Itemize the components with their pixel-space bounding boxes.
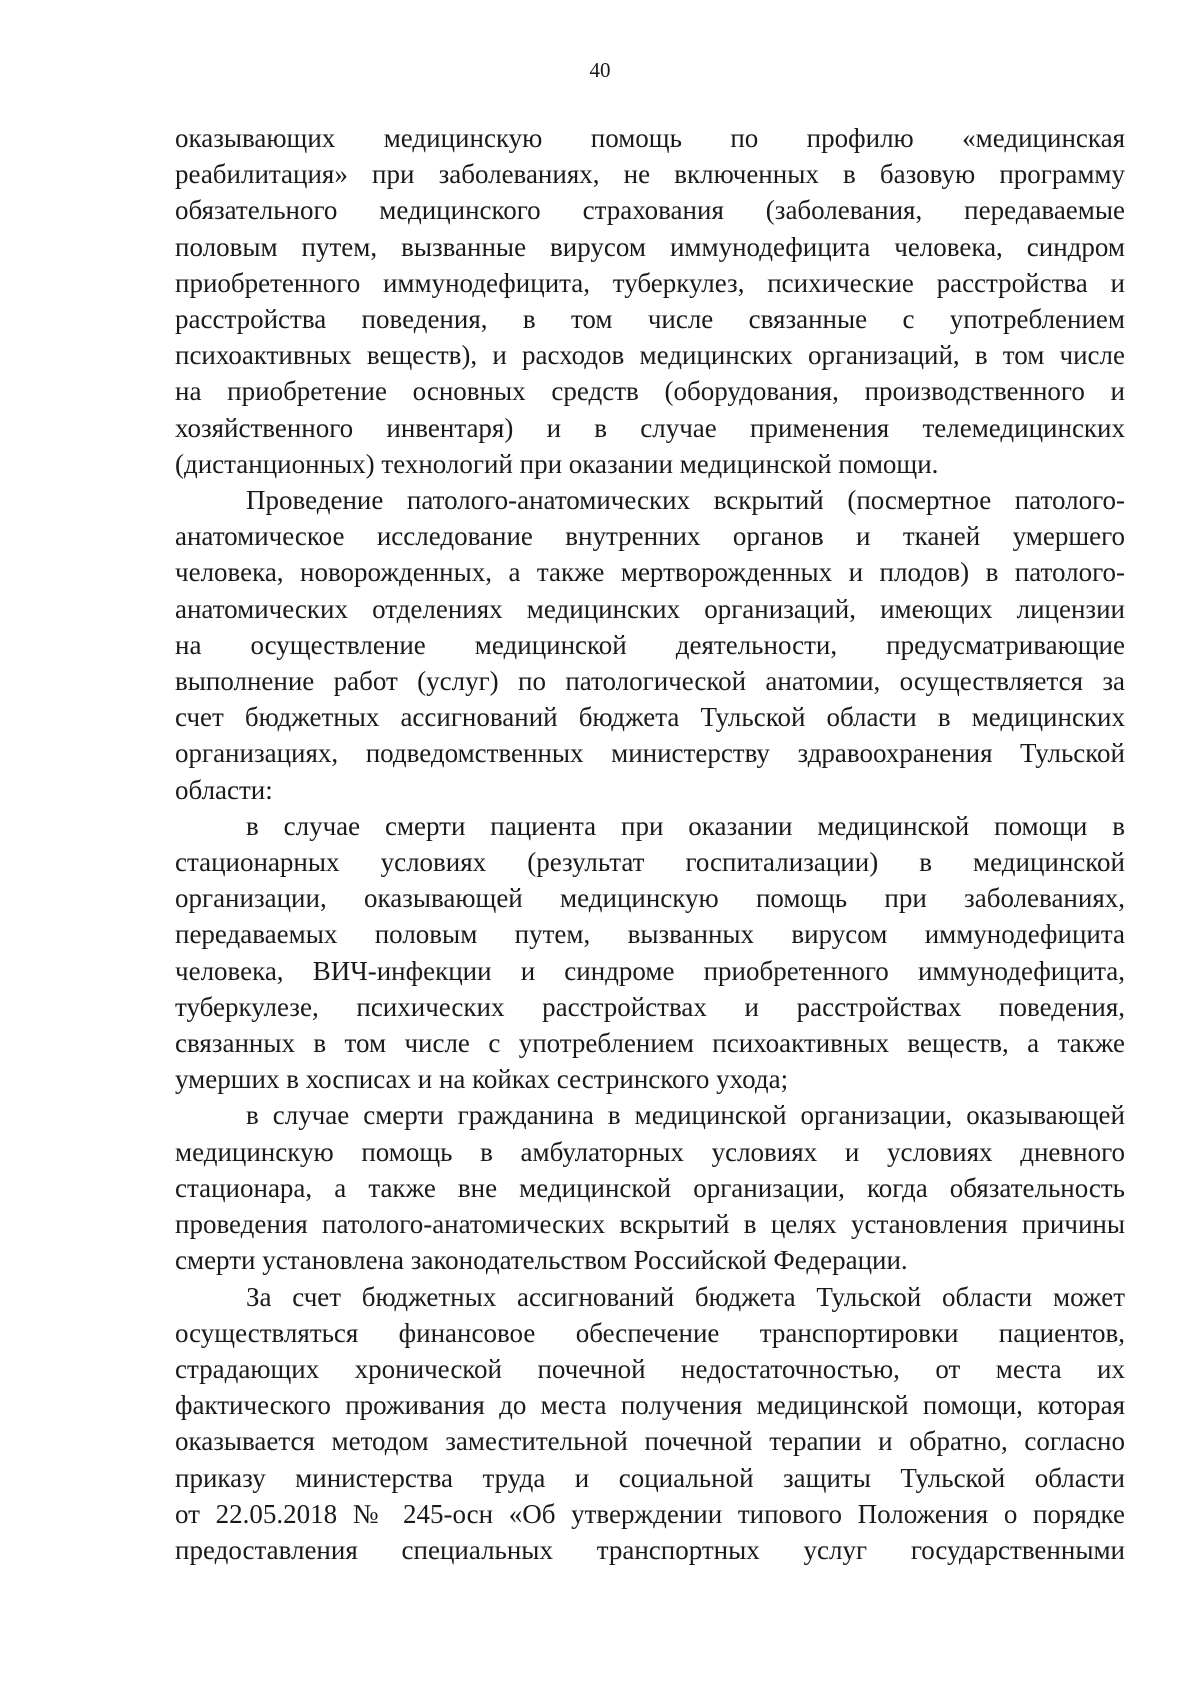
text-line: предоставления специальных транспортных услуг государственными [175, 1534, 1125, 1565]
text-line: приказу министерства труда и социальной защиты Тульской области [175, 1462, 1125, 1493]
page-number: 40 [589, 58, 611, 82]
text-line: медицинскую помощь в амбулаторных условиях и условиях дневного [175, 1136, 1125, 1167]
text-line: счет бюджетных ассигнований бюджета Тульской области в медицинских [175, 702, 1125, 733]
text-line: страдающих хронической почечной недостаточностью, от места их [175, 1353, 1125, 1384]
text-line: области: [175, 774, 273, 805]
text-line: половым путем, вызванные вирусом иммунодефицита человека, синдром [175, 231, 1125, 262]
text-line: выполнение работ (услуг) по патологической анатомии, осуществляется за [175, 666, 1125, 697]
paragraph [175, 1097, 1125, 1278]
text-line: стационара, а также вне медицинской организации, когда обязательность [175, 1172, 1125, 1203]
text-line: обязательного медицинского страхования (заболевания, передаваемые [175, 195, 1125, 226]
text-line: на приобретение основных средств (оборудования, производственного и [175, 376, 1125, 407]
text-line: психоактивных веществ), и расходов медицинских организаций, в том числе [175, 340, 1125, 371]
text-line: анатомических отделениях медицинских организаций, имеющих лицензии [175, 593, 1125, 624]
text-line: проведения патолого-анатомических вскрытий в целях установления причины [175, 1209, 1125, 1240]
text-line: приобретенного иммунодефицита, туберкулез, психические расстройства и [175, 267, 1125, 298]
text-line: Проведение патолого-анатомических вскрытий (посмертное патолого- [246, 485, 1125, 516]
text-line: связанных в том числе с употреблением психоактивных веществ, а также [175, 1028, 1125, 1059]
text-line: оказывается методом заместительной почечной терапии и обратно, согласно [175, 1426, 1125, 1457]
paragraph [175, 808, 1125, 1098]
text-line: от 22.05.2018 № 245-осн «Об утверждении типового Положения о порядке [175, 1498, 1125, 1529]
text-line: реабилитация» при заболеваниях, не включенных в базовую программу [175, 159, 1125, 190]
paragraph [175, 1279, 1125, 1569]
text-line: стационарных условиях (результат госпитализации) в медицинской [175, 847, 1125, 878]
text-line: осуществляться финансовое обеспечение транспортировки пациентов, [175, 1317, 1125, 1348]
text-line: смерти установлена законодательством Российской Федерации. [175, 1245, 908, 1276]
text-line: в случае смерти гражданина в медицинской организации, оказывающей [246, 1100, 1125, 1131]
text-line: анатомическое исследование внутренних органов и тканей умершего [175, 521, 1125, 552]
text-line: расстройства поведения, в том числе связанные с употреблением [175, 304, 1125, 335]
text-line: передаваемых половым путем, вызванных вирусом иммунодефицита [175, 919, 1125, 950]
text-line: человека, новорожденных, а также мертворожденных и плодов) в патолого- [175, 557, 1125, 588]
text-line: на осуществление медицинской деятельности, предусматривающие [175, 629, 1125, 660]
document-body [175, 120, 1125, 1568]
text-line: фактического проживания до места получения медицинской помощи, которая [175, 1390, 1125, 1421]
text-line: (дистанционных) технологий при оказании медицинской помощи. [175, 448, 939, 479]
text-line: оказывающих медицинскую помощь по профилю «медицинская [175, 123, 1125, 153]
text-line: организациях, подведомственных министерству здравоохранения Тульской [175, 738, 1125, 769]
text-line: За счет бюджетных ассигнований бюджета Тульской области может [246, 1281, 1125, 1312]
paragraph [175, 120, 1125, 482]
text-line: в случае смерти пациента при оказании медицинской помощи в [246, 810, 1125, 841]
text-line: умерших в хосписах и на койках сестринского ухода; [175, 1064, 789, 1095]
text-line: человека, ВИЧ-инфекции и синдроме приобретенного иммунодефицита, [175, 955, 1125, 986]
text-line: организации, оказывающей медицинскую помощь при заболеваниях, [175, 883, 1125, 914]
paragraph [175, 482, 1125, 808]
text-line: туберкулезе, психических расстройствах и расстройствах поведения, [175, 991, 1125, 1022]
text-line: хозяйственного инвентаря) и в случае применения телемедицинских [175, 412, 1125, 443]
